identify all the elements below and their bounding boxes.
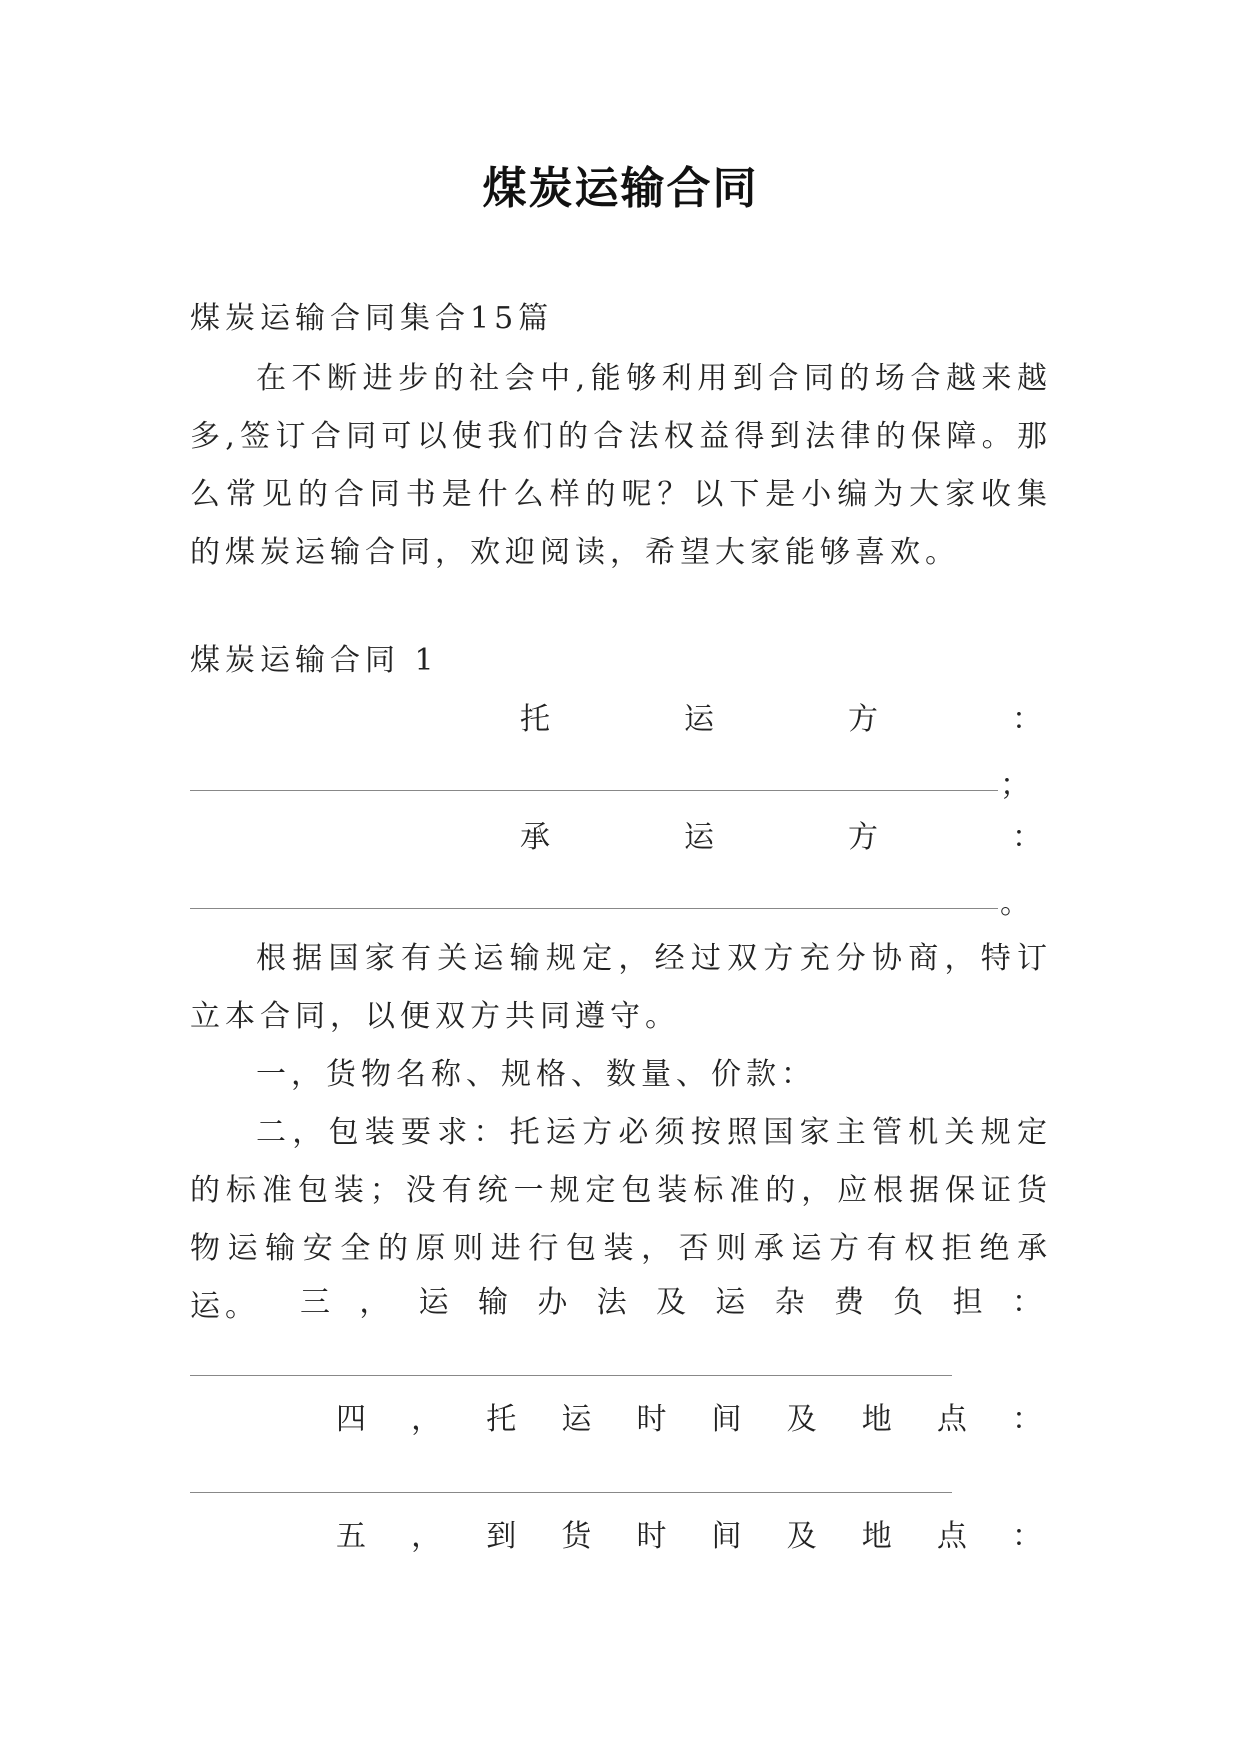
clause-4-char: 运	[561, 1402, 592, 1437]
shipper-fill-line	[190, 790, 998, 791]
clause-4-fill-line	[190, 1492, 952, 1493]
clause-5-char: 地	[861, 1519, 892, 1554]
clause-3-fill-line	[190, 1375, 952, 1376]
clause-3-char: 运	[418, 1285, 449, 1320]
clause-2: 二，包装要求：托运方必须按照国家主管机关规定的标准包装；没有统一规定包装标准的，应根据保证货物运输安全的原则进行包装，否则承运方有权拒绝承运。	[190, 1115, 1052, 1324]
clause-5-char: 点	[936, 1519, 967, 1554]
clause-4-char: 及	[786, 1402, 817, 1437]
clause-4-char: 间	[711, 1402, 742, 1437]
clause-3-char: 负	[893, 1285, 924, 1320]
shipper-char: ：	[1012, 702, 1042, 737]
clause-4-char: 点	[936, 1402, 967, 1437]
clause-5-row	[336, 1517, 1042, 1557]
clause-4-char: 地	[861, 1402, 892, 1437]
clause-3-char: 办	[537, 1285, 568, 1320]
clause-3-char: 运	[715, 1285, 746, 1320]
carrier-label-row	[520, 818, 1042, 858]
clause-5-char: 及	[786, 1519, 817, 1554]
clause-5-char: 货	[561, 1519, 592, 1554]
clause-3-char: 费	[833, 1285, 864, 1320]
intro-paragraph: 在不断进步的社会中,能够利用到合同的场合越来越多,签订合同可以使我们的合法权益得到法律的保障。那么常见的合同书是什么样的呢？以下是小编为大家收集的煤炭运输合同，欢迎阅读，希望大家能够喜欢。	[190, 361, 1052, 570]
clause-1: 一，货物名称、规格、数量、价款：	[256, 1057, 816, 1092]
shipper-char: 托	[520, 702, 550, 737]
clause-3-char: 三	[300, 1285, 330, 1320]
clause-4-char: 托	[486, 1402, 517, 1437]
clause-4-row	[336, 1400, 1042, 1440]
clause-5-char: 到	[486, 1519, 517, 1554]
carrier-char: 运	[684, 820, 714, 855]
clause-4-char: 四	[336, 1402, 366, 1437]
carrier-char: 方	[848, 820, 878, 855]
clause-3-char: 担	[952, 1285, 983, 1320]
document-title: 煤炭运输合同	[482, 163, 759, 214]
carrier-line-end: 。	[1000, 886, 1030, 921]
clause-3-char: 及	[655, 1285, 686, 1320]
clause-5-char: 时	[636, 1519, 667, 1554]
shipper-label-row	[520, 700, 1042, 740]
document-subtitle: 煤炭运输合同集合15篇	[190, 301, 554, 336]
clause-4-char: 时	[636, 1402, 667, 1437]
clause-3-char: ：	[1011, 1285, 1042, 1320]
shipper-char: 方	[848, 702, 878, 737]
clause-3-row	[300, 1283, 1042, 1323]
carrier-char: ：	[1012, 820, 1042, 855]
clause-4-char: ，	[411, 1402, 442, 1437]
section-heading: 煤炭运输合同 1	[190, 643, 439, 678]
clause-3-char: 输	[477, 1285, 508, 1320]
shipper-line-end: ；	[1000, 768, 1030, 803]
clause-5-char: ，	[411, 1519, 442, 1554]
shipper-char: 运	[684, 702, 714, 737]
preamble-paragraph: 根据国家有关运输规定，经过双方充分协商，特订立本合同，以便双方共同遵守。	[190, 941, 1052, 1034]
clause-3-char: ，	[359, 1285, 390, 1320]
clause-5-char: ：	[1011, 1519, 1042, 1554]
clause-5-char: 间	[711, 1519, 742, 1554]
carrier-char: 承	[520, 820, 550, 855]
clause-3-char: 法	[596, 1285, 627, 1320]
clause-3-char: 杂	[774, 1285, 805, 1320]
clause-4-char: ：	[1011, 1402, 1042, 1437]
clause-5-char: 五	[336, 1519, 366, 1554]
carrier-fill-line	[190, 908, 998, 909]
